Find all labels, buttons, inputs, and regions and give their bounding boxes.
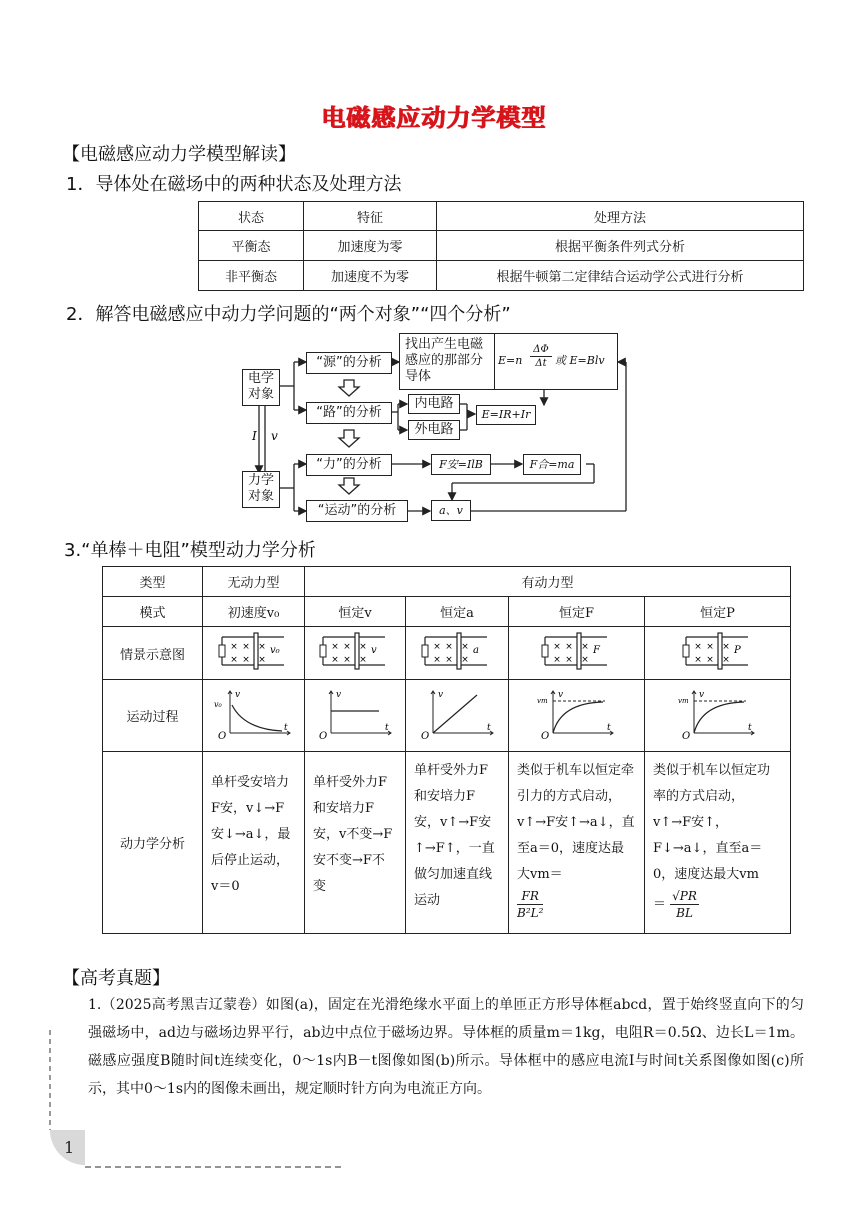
scene-cell [406, 627, 509, 680]
vm-label: vm [677, 696, 689, 705]
decay-curve [232, 705, 282, 731]
field-cross: × [433, 655, 441, 665]
vt-graph [413, 683, 501, 745]
dynamics-cell [305, 752, 406, 934]
electric-object-box: 电学对象 [242, 369, 280, 406]
motion-analysis-box: “运动”的分析 [306, 500, 408, 522]
resistor [542, 645, 548, 657]
motion-cell [305, 680, 406, 752]
scene-diagram [214, 631, 294, 671]
v-label: v [557, 689, 563, 700]
problem-text: 1.（2025高考黑吉辽蒙卷）如图(a)，固定在光滑绝缘水平面上的单匝正方形导体框abcd，置于始终竖直向下的匀强磁场中，ad边与磁场边界平行，ab边中点位于磁场边界。导体框的质量m＝1kg，电阻R＝0.5Ω、边长L＝1m。磁感应强度B随时间t连续变化，0～1s内B－t图像如图(b)所示。导体框中的感应电流I与时间t关系图像如图(c)所示，其中0～1s内的图像未画出，规定顺时针方向为电流正方向。 [88, 997, 804, 1097]
force-analysis-box: “力”的分析 [306, 454, 392, 476]
field-cross: × [721, 655, 730, 665]
scene-cell [203, 627, 305, 680]
field-cross: × [705, 655, 714, 665]
t-label: t [747, 722, 752, 733]
heading-1: 1．导体处在磁场中的两种状态及处理方法 [66, 174, 402, 195]
scene-diagram [315, 631, 395, 671]
t-label: t [606, 722, 611, 733]
mode-cell: 恒定P [645, 597, 791, 627]
field-cross: × [461, 642, 469, 652]
vt-graph [210, 683, 298, 745]
states-table [198, 201, 804, 291]
field-cross: × [564, 642, 573, 652]
scene-cell [509, 627, 645, 680]
dynamics-label: 动力学分析 [103, 752, 203, 934]
scene-cell [305, 627, 406, 680]
field-cross: × [331, 655, 339, 665]
emf-formula-e: E=n [498, 354, 523, 367]
with-power-label: 有动力型 [305, 567, 791, 597]
circuit-analysis-box: “路”的分析 [306, 402, 392, 424]
motion-cell [203, 680, 305, 752]
v0-label: v₀ [213, 699, 222, 709]
page-number: 1 [64, 1138, 75, 1157]
heading-3: 3.“单棒＋电阻”模型动力学分析 [64, 540, 316, 561]
rod-label: v₀ [269, 645, 280, 656]
ampere-force-box: F安=IlB [431, 454, 491, 475]
field-cross: × [229, 655, 238, 665]
scene-diagram [678, 631, 758, 671]
dynamics-cell [645, 752, 791, 934]
field-cross: × [580, 655, 589, 665]
dynamics-text: 类似于机车以恒定牵引力的方式启动，v↑→F安↑→a↓，直至a＝0，速度达最大vm＝ [517, 763, 635, 882]
v-label: v [234, 689, 240, 700]
outer-circuit-box: 外电路 [408, 420, 460, 440]
dynamics-cell [406, 752, 509, 934]
origin-label: O [217, 730, 226, 742]
frac-num: FR [517, 888, 543, 905]
field-cross: × [343, 642, 351, 652]
single-rod-table [102, 566, 791, 934]
page-title: 电磁感应动力学模型 [321, 104, 547, 132]
rod [355, 633, 359, 669]
field-cross: × [552, 642, 561, 652]
field-cross: × [461, 655, 469, 665]
field-cross: × [721, 642, 730, 652]
table1-cell: 加速度为零 [304, 231, 437, 261]
section-heading-exam: 【高考真题】 [62, 968, 170, 989]
t-label: t [385, 722, 389, 733]
field-cross: × [433, 642, 441, 652]
table1-header: 特征 [304, 202, 437, 231]
emf-frac-den: Δt [535, 358, 547, 369]
origin-label: O [681, 730, 690, 742]
origin-label: O [421, 730, 430, 742]
table1-header: 处理方法 [437, 202, 804, 231]
field-cross: × [564, 655, 573, 665]
page-corner-decoration [40, 1030, 360, 1180]
linear-line [433, 695, 477, 733]
field-cross: × [359, 655, 367, 665]
vt-graph [311, 683, 399, 745]
source-analysis-box: “源”的分析 [306, 352, 392, 374]
field-cross: × [257, 642, 266, 652]
motion-cell [645, 680, 791, 752]
origin-label: O [540, 730, 549, 742]
dynamics-text: 单杆受外力F和安培力F安，v↑→F安↑→F↑，一直做匀加速直线运动 [414, 763, 495, 908]
field-cross: × [241, 642, 250, 652]
field-cross: × [343, 655, 351, 665]
rod [254, 633, 258, 669]
dynamics-cell [203, 752, 305, 934]
resistor [320, 645, 326, 657]
table1-cell: 根据平衡条件列式分析 [437, 231, 804, 261]
v-label: v [336, 689, 342, 700]
scene-cell [645, 627, 791, 680]
type-label: 类型 [103, 567, 203, 597]
scene-label: 情景示意图 [103, 627, 203, 680]
field-cross: × [693, 642, 702, 652]
mode-cell: 恒定v [305, 597, 406, 627]
section-heading-model: 【电磁感应动力学模型解读】 [62, 144, 296, 165]
frac-den: B²L² [517, 906, 544, 920]
field-cross: × [229, 642, 238, 652]
mode-label: 模式 [103, 597, 203, 627]
field-cross: × [241, 655, 250, 665]
field-cross: × [359, 642, 367, 652]
vt-graph [533, 683, 621, 745]
field-cross: × [257, 655, 266, 665]
motion-cell [509, 680, 645, 752]
field-cross: × [580, 642, 589, 652]
dynamics-text: 单杆受安培力F安，v↓→F安↓→a↓，最后停止运动，v＝0 [211, 775, 291, 894]
table1-header: 状态 [199, 202, 304, 231]
t-label: t [283, 722, 288, 733]
resistor [219, 645, 225, 657]
mode-cell: 恒定F [509, 597, 645, 627]
newton-law-box: F合=ma [523, 454, 581, 475]
dynamics-text: 单杆受外力F和安培力F安，v不变→F安不变→F不变 [313, 775, 393, 894]
rod [577, 633, 581, 669]
accel-velocity-box: a、v [431, 500, 471, 521]
source-conductor-text: 找出产生电磁感应的那部分导体 [405, 337, 484, 384]
ohm-law-box: E=IR+Ir [476, 405, 536, 425]
v-label: v [698, 689, 704, 700]
rod [457, 633, 461, 669]
source-detail-box [399, 333, 618, 390]
emf-formula-tail: 或 E=Blv [555, 354, 605, 367]
vm-fraction [670, 888, 699, 921]
mode-cell: 恒定a [406, 597, 509, 627]
motion-label: 运动过程 [103, 680, 203, 752]
vm-fraction [517, 888, 543, 921]
resistor [683, 645, 689, 657]
v-label: v [438, 689, 444, 700]
t-label: t [487, 722, 491, 733]
rise-curve [694, 702, 744, 733]
table1-cell: 非平衡态 [199, 261, 304, 291]
dynamics-cell [509, 752, 645, 934]
table1-cell: 根据牛顿第二定律结合运动学公式进行分析 [437, 261, 804, 291]
vt-graph [674, 683, 762, 745]
origin-label: O [319, 730, 328, 742]
field-cross: × [552, 655, 561, 665]
rod-label: a [473, 645, 479, 656]
emf-frac-num: ΔΦ [530, 344, 552, 357]
field-cross: × [445, 655, 453, 665]
rod-label: v [371, 645, 377, 656]
mechanical-object-box: 力学对象 [242, 471, 280, 508]
vm-label: vm [536, 696, 548, 705]
table1-cell: 平衡态 [199, 231, 304, 261]
rod-label: P [733, 645, 741, 656]
field-cross: × [331, 642, 339, 652]
field-cross: × [693, 655, 702, 665]
rod-label: F [592, 645, 600, 656]
no-power-label: 无动力型 [203, 567, 305, 597]
inner-circuit-box: 内电路 [408, 394, 460, 414]
current-label: I [252, 429, 257, 443]
motion-cell [406, 680, 509, 752]
mode-cell: 初速度v₀ [203, 597, 305, 627]
rod [718, 633, 722, 669]
table1-cell: 加速度不为零 [304, 261, 437, 291]
divider [494, 334, 495, 389]
rise-curve [553, 702, 603, 733]
velocity-label: v [271, 429, 278, 443]
field-cross: × [445, 642, 453, 652]
resistor [422, 645, 428, 657]
scene-diagram [537, 631, 617, 671]
frac-num: √PR [672, 889, 697, 903]
field-cross: × [705, 642, 714, 652]
scene-diagram [417, 631, 497, 671]
dynamics-text: 类似于机车以恒定功率的方式启动，v↑→F安↑，F↓→a↓，直至a＝0，速度达最大vm [653, 763, 771, 882]
heading-2: 2．解答电磁感应中动力学问题的“两个对象”“四个分析” [66, 304, 511, 325]
equals-sign: ＝ [653, 897, 667, 912]
frac-den: BL [676, 906, 693, 920]
